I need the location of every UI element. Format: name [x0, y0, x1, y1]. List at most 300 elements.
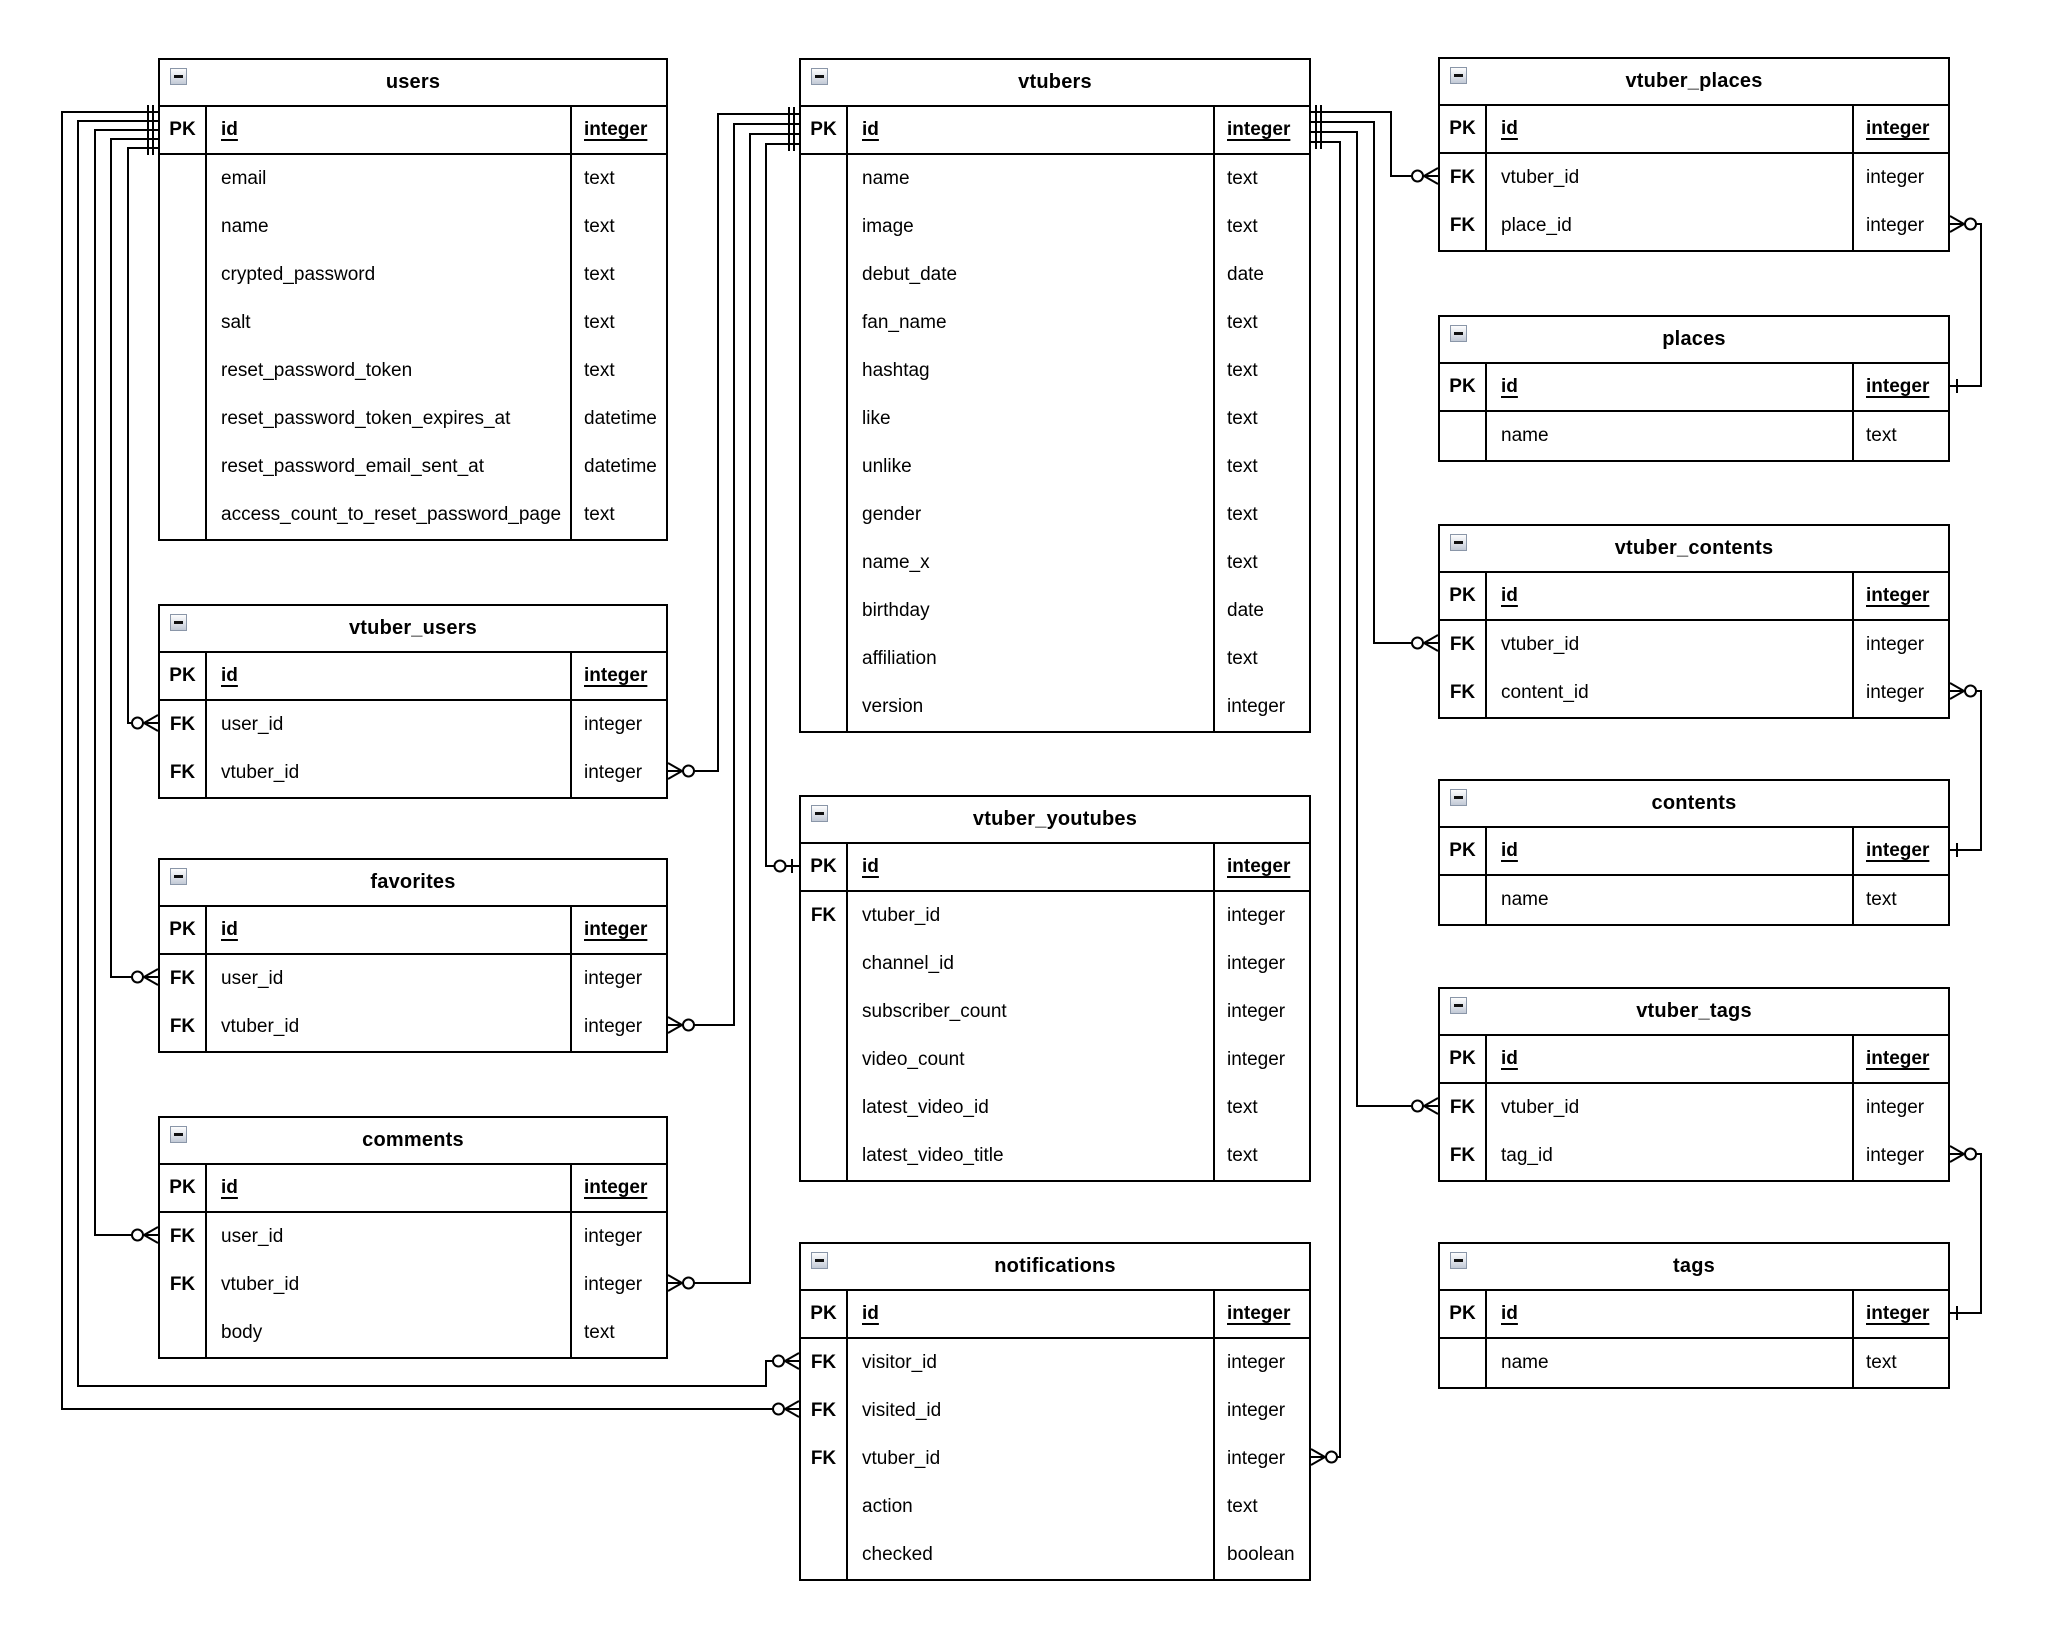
table-header: [160, 606, 666, 653]
row-vtuber_youtubes-id[interactable]: [801, 844, 1309, 892]
row-key-badge: FK: [160, 1003, 207, 1051]
row-field-name: id: [221, 919, 238, 940]
row-field-type: date: [1213, 251, 1309, 299]
collapse-icon[interactable]: [1450, 1252, 1467, 1269]
row-comments-user_id[interactable]: [160, 1213, 666, 1261]
table-header: [801, 1244, 1309, 1291]
row-key-badge: [801, 1483, 848, 1531]
row-key-badge: PK: [1440, 1036, 1487, 1082]
row-favorites-vtuber_id[interactable]: [160, 1003, 666, 1051]
row-field-name: vtuber_id: [1501, 634, 1580, 655]
table-title: vtubers: [1018, 71, 1092, 93]
row-field-type: integer: [1852, 364, 1948, 410]
row-users-crypted_password[interactable]: [160, 251, 666, 299]
row-key-badge: FK: [160, 955, 207, 1003]
row-vtuber_youtubes-subscriber_count[interactable]: [801, 988, 1309, 1036]
table-users[interactable]: [158, 58, 668, 541]
row-users-reset_password_email_sent_at[interactable]: [160, 443, 666, 491]
table-title: comments: [362, 1129, 464, 1151]
row-key-badge: PK: [801, 107, 848, 153]
row-field-type: integer: [570, 907, 666, 953]
row-favorites-user_id[interactable]: [160, 955, 666, 1003]
row-key-badge: FK: [160, 1213, 207, 1261]
row-users-reset_password_token_expires_at[interactable]: [160, 395, 666, 443]
row-notifications-id[interactable]: [801, 1291, 1309, 1339]
row-field-name: vtuber_id: [862, 905, 941, 926]
row-field-name: email: [221, 168, 267, 189]
row-key-badge: [160, 443, 207, 491]
row-vtubers-affiliation[interactable]: [801, 635, 1309, 683]
table-header: [1440, 317, 1948, 364]
row-vtuber_users-user_id[interactable]: [160, 701, 666, 749]
table-header: [1440, 59, 1948, 106]
row-field-name: access_count_to_reset_password_page: [221, 504, 562, 525]
collapse-icon[interactable]: [1450, 534, 1467, 551]
collapse-icon[interactable]: [1450, 67, 1467, 84]
table-title: vtuber_users: [348, 617, 477, 639]
row-key-badge: [160, 299, 207, 347]
row-key-badge: [801, 1531, 848, 1579]
row-key-badge: [801, 299, 848, 347]
edge-users-id--favorites-user_id[interactable]: [111, 132, 158, 985]
row-users-id[interactable]: [160, 107, 666, 155]
row-vtuber_places-vtuber_id[interactable]: [1440, 154, 1948, 202]
row-users-reset_password_token[interactable]: [160, 347, 666, 395]
row-key-badge: PK: [160, 653, 207, 699]
row-key-badge: FK: [1440, 621, 1487, 669]
row-field-type: integer: [1213, 988, 1309, 1036]
row-key-badge: [160, 1309, 207, 1357]
row-field-type: text: [570, 203, 666, 251]
collapse-icon[interactable]: [170, 68, 187, 85]
row-key-badge: [801, 539, 848, 587]
row-field-name: id: [221, 665, 238, 686]
row-vtubers-name_x[interactable]: [801, 539, 1309, 587]
row-field-type: text: [1213, 491, 1309, 539]
row-field-type: integer: [570, 653, 666, 699]
row-field-name: vtuber_id: [1501, 1097, 1580, 1118]
row-vtubers-gender[interactable]: [801, 491, 1309, 539]
table-vtuber_contents[interactable]: [1438, 524, 1950, 719]
row-vtubers-unlike[interactable]: [801, 443, 1309, 491]
table-vtubers[interactable]: [799, 58, 1311, 733]
row-field-name: vtuber_id: [1501, 167, 1580, 188]
collapse-icon[interactable]: [170, 614, 187, 631]
table-header: [1440, 781, 1948, 828]
row-users-salt[interactable]: [160, 299, 666, 347]
row-field-name: video_count: [862, 1049, 965, 1070]
row-key-badge: PK: [801, 844, 848, 890]
row-field-type: text: [570, 299, 666, 347]
row-field-type: text: [1213, 635, 1309, 683]
row-key-badge: FK: [160, 749, 207, 797]
collapse-icon[interactable]: [811, 1252, 828, 1269]
row-vtuber_users-id[interactable]: [160, 653, 666, 701]
row-key-badge: PK: [160, 1165, 207, 1211]
row-key-badge: [801, 491, 848, 539]
minus-glyph: [1454, 1259, 1463, 1262]
row-comments-vtuber_id[interactable]: [160, 1261, 666, 1309]
row-vtubers-image[interactable]: [801, 203, 1309, 251]
row-field-name: fan_name: [862, 312, 947, 333]
row-key-badge: FK: [1440, 669, 1487, 717]
table-vtuber_tags[interactable]: [1438, 987, 1950, 1182]
row-field-type: integer: [570, 107, 666, 153]
row-field-name: id: [1501, 376, 1518, 397]
row-field-type: integer: [1852, 106, 1948, 152]
row-field-name: name: [1501, 1352, 1549, 1373]
row-key-badge: FK: [1440, 1084, 1487, 1132]
minus-glyph: [174, 621, 183, 624]
row-vtuber_tags-id[interactable]: [1440, 1036, 1948, 1084]
row-key-badge: FK: [160, 701, 207, 749]
row-key-badge: [801, 635, 848, 683]
table-header: [1440, 989, 1948, 1036]
row-notifications-visited_id[interactable]: [801, 1387, 1309, 1435]
row-comments-body[interactable]: [160, 1309, 666, 1357]
edge-vtubers-id--vtuber_youtubes-id[interactable]: [766, 137, 799, 873]
row-field-name: image: [862, 216, 914, 237]
row-field-type: text: [1213, 395, 1309, 443]
table-title: tags: [1673, 1255, 1715, 1277]
row-field-type: integer: [1852, 1291, 1948, 1337]
edge-users-id--comments-user_id[interactable]: [95, 123, 158, 1243]
table-title: contents: [1651, 792, 1737, 814]
row-field-type: text: [570, 491, 666, 539]
row-field-name: hashtag: [862, 360, 930, 381]
edge-vtuber_places-place_id--places-id[interactable]: [1950, 216, 1981, 393]
row-field-name: unlike: [862, 456, 912, 477]
minus-glyph: [1454, 332, 1463, 335]
row-field-name: reset_password_token_expires_at: [221, 408, 511, 429]
collapse-icon[interactable]: [170, 1126, 187, 1143]
row-key-badge: FK: [1440, 1132, 1487, 1180]
table-header: [801, 60, 1309, 107]
table-header: [1440, 526, 1948, 573]
row-vtuber_tags-tag_id[interactable]: [1440, 1132, 1948, 1180]
row-key-badge: FK: [801, 1339, 848, 1387]
edge-users-id--vtuber_users-user_id[interactable]: [128, 141, 158, 731]
row-field-type: integer: [1852, 669, 1948, 717]
row-vtubers-name[interactable]: [801, 155, 1309, 203]
row-key-badge: [1440, 1339, 1487, 1387]
row-key-badge: PK: [1440, 828, 1487, 874]
row-vtuber_places-place_id[interactable]: [1440, 202, 1948, 250]
row-key-badge: [160, 491, 207, 539]
row-places-name[interactable]: [1440, 412, 1948, 460]
row-field-name: vtuber_id: [221, 762, 300, 783]
row-key-badge: FK: [160, 1261, 207, 1309]
row-field-type: integer: [1213, 1435, 1309, 1483]
collapse-icon[interactable]: [811, 68, 828, 85]
row-vtuber_youtubes-video_count[interactable]: [801, 1036, 1309, 1084]
minus-glyph: [1454, 541, 1463, 544]
row-contents-id[interactable]: [1440, 828, 1948, 876]
row-users-email[interactable]: [160, 155, 666, 203]
row-key-badge: PK: [1440, 106, 1487, 152]
row-field-type: integer: [1213, 1387, 1309, 1435]
row-field-type: integer: [570, 1165, 666, 1211]
table-tags[interactable]: [1438, 1242, 1950, 1389]
row-field-type: integer: [570, 1213, 666, 1261]
row-vtuber_contents-vtuber_id[interactable]: [1440, 621, 1948, 669]
row-vtubers-fan_name[interactable]: [801, 299, 1309, 347]
row-vtuber_tags-vtuber_id[interactable]: [1440, 1084, 1948, 1132]
row-field-name: latest_video_id: [862, 1097, 989, 1118]
edge-vtubers-id--notifications-vtuber_id[interactable]: [1311, 135, 1340, 1465]
row-field-type: integer: [1213, 683, 1309, 731]
table-title: notifications: [994, 1255, 1116, 1277]
row-key-badge: [801, 251, 848, 299]
row-field-name: name: [1501, 889, 1549, 910]
row-key-badge: [160, 251, 207, 299]
table-title: places: [1662, 328, 1726, 350]
row-field-name: version: [862, 696, 924, 717]
row-key-badge: [801, 1084, 848, 1132]
row-field-type: integer: [1852, 202, 1948, 250]
row-vtubers-like[interactable]: [801, 395, 1309, 443]
row-key-badge: PK: [1440, 1291, 1487, 1337]
table-title: users: [385, 71, 441, 93]
row-notifications-visitor_id[interactable]: [801, 1339, 1309, 1387]
edge-vtubers-id--vtuber_contents-vtuber_id[interactable]: [1311, 115, 1438, 651]
row-field-name: user_id: [221, 714, 284, 735]
table-title: vtuber_contents: [1614, 537, 1774, 559]
row-users-name[interactable]: [160, 203, 666, 251]
row-key-badge: [801, 1036, 848, 1084]
row-field-name: name: [221, 216, 269, 237]
row-field-type: integer: [1213, 1339, 1309, 1387]
row-field-type: text: [1213, 299, 1309, 347]
minus-glyph: [174, 75, 183, 78]
row-key-badge: [160, 347, 207, 395]
minus-glyph: [1454, 796, 1463, 799]
table-title: vtuber_places: [1625, 70, 1763, 92]
collapse-icon[interactable]: [811, 805, 828, 822]
row-vtuber_places-id[interactable]: [1440, 106, 1948, 154]
row-key-badge: FK: [801, 1435, 848, 1483]
collapse-icon[interactable]: [1450, 789, 1467, 806]
row-field-type: integer: [1213, 892, 1309, 940]
row-field-name: vtuber_id: [221, 1016, 300, 1037]
table-title: vtuber_youtubes: [972, 808, 1138, 830]
row-key-badge: [801, 347, 848, 395]
row-field-type: text: [570, 155, 666, 203]
row-field-name: id: [1501, 1303, 1518, 1324]
row-field-name: reset_password_email_sent_at: [221, 456, 484, 477]
table-comments[interactable]: [158, 1116, 668, 1359]
row-key-badge: [801, 395, 848, 443]
row-comments-id[interactable]: [160, 1165, 666, 1213]
row-field-name: name: [862, 168, 910, 189]
row-field-type: integer: [570, 1003, 666, 1051]
row-key-badge: PK: [160, 907, 207, 953]
row-key-badge: FK: [801, 892, 848, 940]
row-key-badge: [1440, 412, 1487, 460]
row-field-name: id: [862, 856, 879, 877]
row-field-type: text: [1213, 443, 1309, 491]
minus-glyph: [1454, 74, 1463, 77]
row-field-type: text: [1213, 539, 1309, 587]
row-field-name: action: [862, 1496, 913, 1517]
row-places-id[interactable]: [1440, 364, 1948, 412]
row-notifications-checked[interactable]: [801, 1531, 1309, 1579]
table-header: [160, 860, 666, 907]
row-field-name: visited_id: [862, 1400, 942, 1421]
row-key-badge: [801, 988, 848, 1036]
row-favorites-id[interactable]: [160, 907, 666, 955]
row-field-name: affiliation: [862, 648, 937, 669]
row-field-type: boolean: [1213, 1531, 1309, 1579]
minus-glyph: [174, 875, 183, 878]
row-field-name: id: [862, 119, 879, 140]
row-field-type: date: [1213, 587, 1309, 635]
row-field-name: salt: [221, 312, 251, 333]
row-vtuber_youtubes-latest_video_title[interactable]: [801, 1132, 1309, 1180]
row-field-type: text: [1213, 347, 1309, 395]
row-vtubers-id[interactable]: [801, 107, 1309, 155]
row-field-type: integer: [570, 1261, 666, 1309]
row-field-type: text: [1213, 203, 1309, 251]
collapse-icon[interactable]: [170, 868, 187, 885]
row-field-name: visitor_id: [862, 1352, 937, 1373]
row-field-name: name_x: [862, 552, 930, 573]
row-vtuber_contents-id[interactable]: [1440, 573, 1948, 621]
row-field-type: integer: [1852, 573, 1948, 619]
table-places[interactable]: [1438, 315, 1950, 462]
table-vtuber_users[interactable]: [158, 604, 668, 799]
row-field-type: integer: [1852, 154, 1948, 202]
row-field-type: text: [1213, 155, 1309, 203]
row-contents-name[interactable]: [1440, 876, 1948, 924]
row-field-name: user_id: [221, 968, 284, 989]
row-field-name: id: [1501, 585, 1518, 606]
row-vtubers-version[interactable]: [801, 683, 1309, 731]
edge-vtuber_contents-content_id--contents-id[interactable]: [1950, 683, 1981, 857]
row-vtuber_youtubes-vtuber_id[interactable]: [801, 892, 1309, 940]
row-field-name: crypted_password: [221, 264, 376, 285]
row-vtuber_youtubes-channel_id[interactable]: [801, 940, 1309, 988]
row-field-type: integer: [1852, 828, 1948, 874]
row-key-badge: [801, 940, 848, 988]
row-key-badge: [1440, 876, 1487, 924]
row-key-badge: PK: [1440, 364, 1487, 410]
row-field-name: id: [221, 1177, 238, 1198]
row-field-type: text: [1213, 1483, 1309, 1531]
edge-vtuber_tags-tag_id--tags-id[interactable]: [1950, 1146, 1981, 1320]
row-field-name: id: [1501, 1048, 1518, 1069]
row-tags-id[interactable]: [1440, 1291, 1948, 1339]
row-notifications-action[interactable]: [801, 1483, 1309, 1531]
table-favorites[interactable]: [158, 858, 668, 1053]
minus-glyph: [815, 75, 824, 78]
table-header: [1440, 1244, 1948, 1291]
row-field-name: gender: [862, 504, 922, 525]
row-key-badge: PK: [160, 107, 207, 153]
table-contents[interactable]: [1438, 779, 1950, 926]
minus-glyph: [174, 1133, 183, 1136]
row-field-type: text: [570, 1309, 666, 1357]
row-field-type: integer: [1852, 621, 1948, 669]
row-vtubers-birthday[interactable]: [801, 587, 1309, 635]
collapse-icon[interactable]: [1450, 997, 1467, 1014]
row-key-badge: [160, 395, 207, 443]
row-tags-name[interactable]: [1440, 1339, 1948, 1387]
row-vtubers-debut_date[interactable]: [801, 251, 1309, 299]
row-field-type: integer: [1213, 1036, 1309, 1084]
row-field-type: integer: [1213, 844, 1309, 890]
row-key-badge: FK: [801, 1387, 848, 1435]
row-key-badge: [801, 155, 848, 203]
table-vtuber_places[interactable]: [1438, 57, 1950, 252]
table-header: [801, 797, 1309, 844]
row-vtuber_youtubes-latest_video_id[interactable]: [801, 1084, 1309, 1132]
edge-vtubers-id--favorites-vtuber_id[interactable]: [668, 117, 799, 1033]
row-key-badge: [160, 203, 207, 251]
row-field-type: integer: [1213, 1291, 1309, 1337]
row-key-badge: [801, 587, 848, 635]
row-field-name: debut_date: [862, 264, 958, 285]
row-key-badge: [801, 1132, 848, 1180]
row-field-type: text: [1213, 1084, 1309, 1132]
row-field-name: id: [221, 119, 238, 140]
row-field-name: id: [1501, 840, 1518, 861]
row-field-name: checked: [862, 1544, 933, 1565]
row-key-badge: [160, 155, 207, 203]
row-vtuber_users-vtuber_id[interactable]: [160, 749, 666, 797]
row-field-name: body: [221, 1322, 263, 1343]
row-field-type: integer: [570, 701, 666, 749]
row-key-badge: PK: [1440, 573, 1487, 619]
row-field-type: integer: [1213, 107, 1309, 153]
row-field-name: user_id: [221, 1226, 284, 1247]
minus-glyph: [815, 1259, 824, 1262]
row-field-name: like: [862, 408, 891, 429]
row-field-type: integer: [1852, 1084, 1948, 1132]
row-field-type: integer: [570, 749, 666, 797]
minus-glyph: [815, 812, 824, 815]
row-field-type: datetime: [570, 443, 666, 491]
row-field-name: name: [1501, 425, 1549, 446]
row-field-name: id: [1501, 118, 1518, 139]
row-field-type: integer: [1852, 1036, 1948, 1082]
table-header: [160, 1118, 666, 1165]
row-field-name: place_id: [1501, 215, 1572, 236]
row-field-type: integer: [1213, 940, 1309, 988]
table-notifications[interactable]: [799, 1242, 1311, 1581]
row-field-name: channel_id: [862, 953, 954, 974]
row-notifications-vtuber_id[interactable]: [801, 1435, 1309, 1483]
row-key-badge: [801, 443, 848, 491]
row-field-name: latest_video_title: [862, 1145, 1004, 1166]
row-field-type: text: [1213, 1132, 1309, 1180]
row-field-name: vtuber_id: [862, 1448, 941, 1469]
row-users-access_count_to_reset_password_page[interactable]: [160, 491, 666, 539]
row-vtubers-hashtag[interactable]: [801, 347, 1309, 395]
row-vtuber_contents-content_id[interactable]: [1440, 669, 1948, 717]
row-key-badge: [801, 683, 848, 731]
row-field-type: text: [1852, 876, 1948, 924]
row-field-name: content_id: [1501, 682, 1589, 703]
row-field-type: text: [570, 347, 666, 395]
row-key-badge: [801, 203, 848, 251]
collapse-icon[interactable]: [1450, 325, 1467, 342]
row-field-type: integer: [1852, 1132, 1948, 1180]
table-vtuber_youtubes[interactable]: [799, 795, 1311, 1182]
table-header: [160, 60, 666, 107]
row-field-name: vtuber_id: [221, 1274, 300, 1295]
row-field-name: reset_password_token: [221, 360, 413, 381]
